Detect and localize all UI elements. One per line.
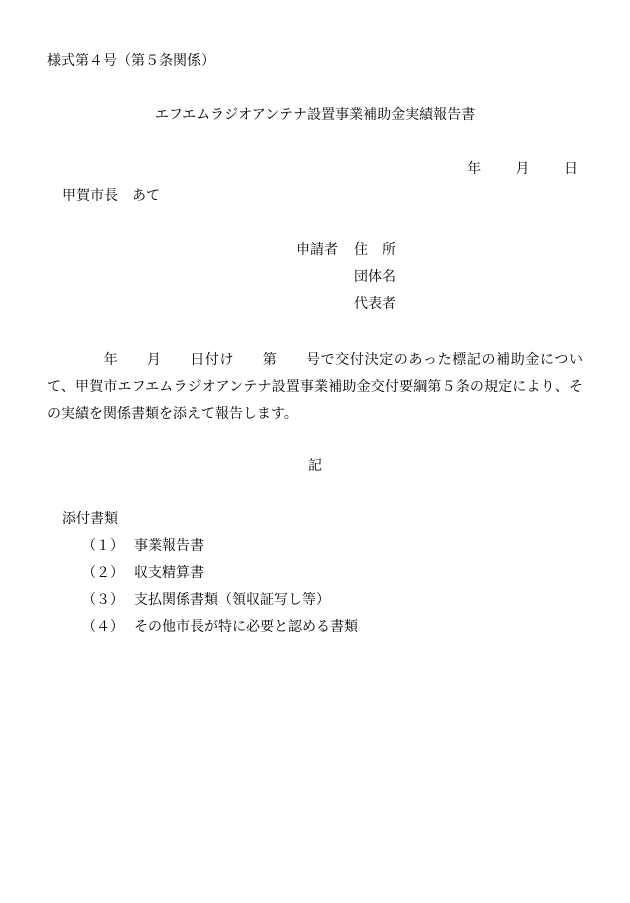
- addressee: 甲賀市長 あて: [62, 188, 160, 204]
- form-number: 様式第４号（第５条関係）: [47, 53, 215, 69]
- applicant-representative-label: 代表者: [354, 296, 396, 312]
- date-day: 日: [564, 161, 578, 177]
- attachment-number: （３）: [82, 592, 124, 608]
- attachment-label: 支払関係書類（領収証写し等）: [134, 592, 330, 608]
- report-body: [47, 347, 583, 428]
- date-month: 月: [515, 161, 530, 177]
- body-month: 月: [146, 352, 162, 368]
- body-day: 日付け: [189, 352, 235, 368]
- attachment-number: （２）: [82, 565, 124, 581]
- applicant-address-label: 住 所: [354, 242, 396, 258]
- applicant-label: 申請者: [296, 242, 338, 258]
- document-title: エフエムラジオアンテナ設置事業補助金実績報告書: [154, 107, 476, 123]
- attachment-number: （４）: [82, 619, 124, 635]
- ki-heading: 記: [308, 458, 322, 474]
- attachment-number: （１）: [82, 538, 124, 554]
- attachment-label: 収支精算書: [134, 565, 204, 581]
- attachments-heading: 添付書類: [62, 511, 118, 527]
- attachment-item: [82, 564, 358, 591]
- body-text: 号で交付決定のあった標記の補助金について、甲賀市エフエムラジオアンテナ設置事業補助金交付要綱第５条の規定により、その実績を関係書類を添えて報告します。: [47, 352, 584, 422]
- attachment-item: [82, 618, 358, 645]
- body-year: 年: [103, 352, 119, 368]
- attachment-item: [82, 591, 358, 618]
- attachment-label: 事業報告書: [134, 538, 204, 554]
- attachments-list: [82, 537, 358, 645]
- applicant-group-label: 団体名: [354, 269, 396, 285]
- body-number: 第: [262, 352, 278, 368]
- date-year: 年: [467, 161, 482, 177]
- attachment-item: [82, 537, 358, 564]
- date-line: [437, 160, 578, 178]
- attachment-label: その他市長が特に必要と認める書類: [134, 619, 358, 635]
